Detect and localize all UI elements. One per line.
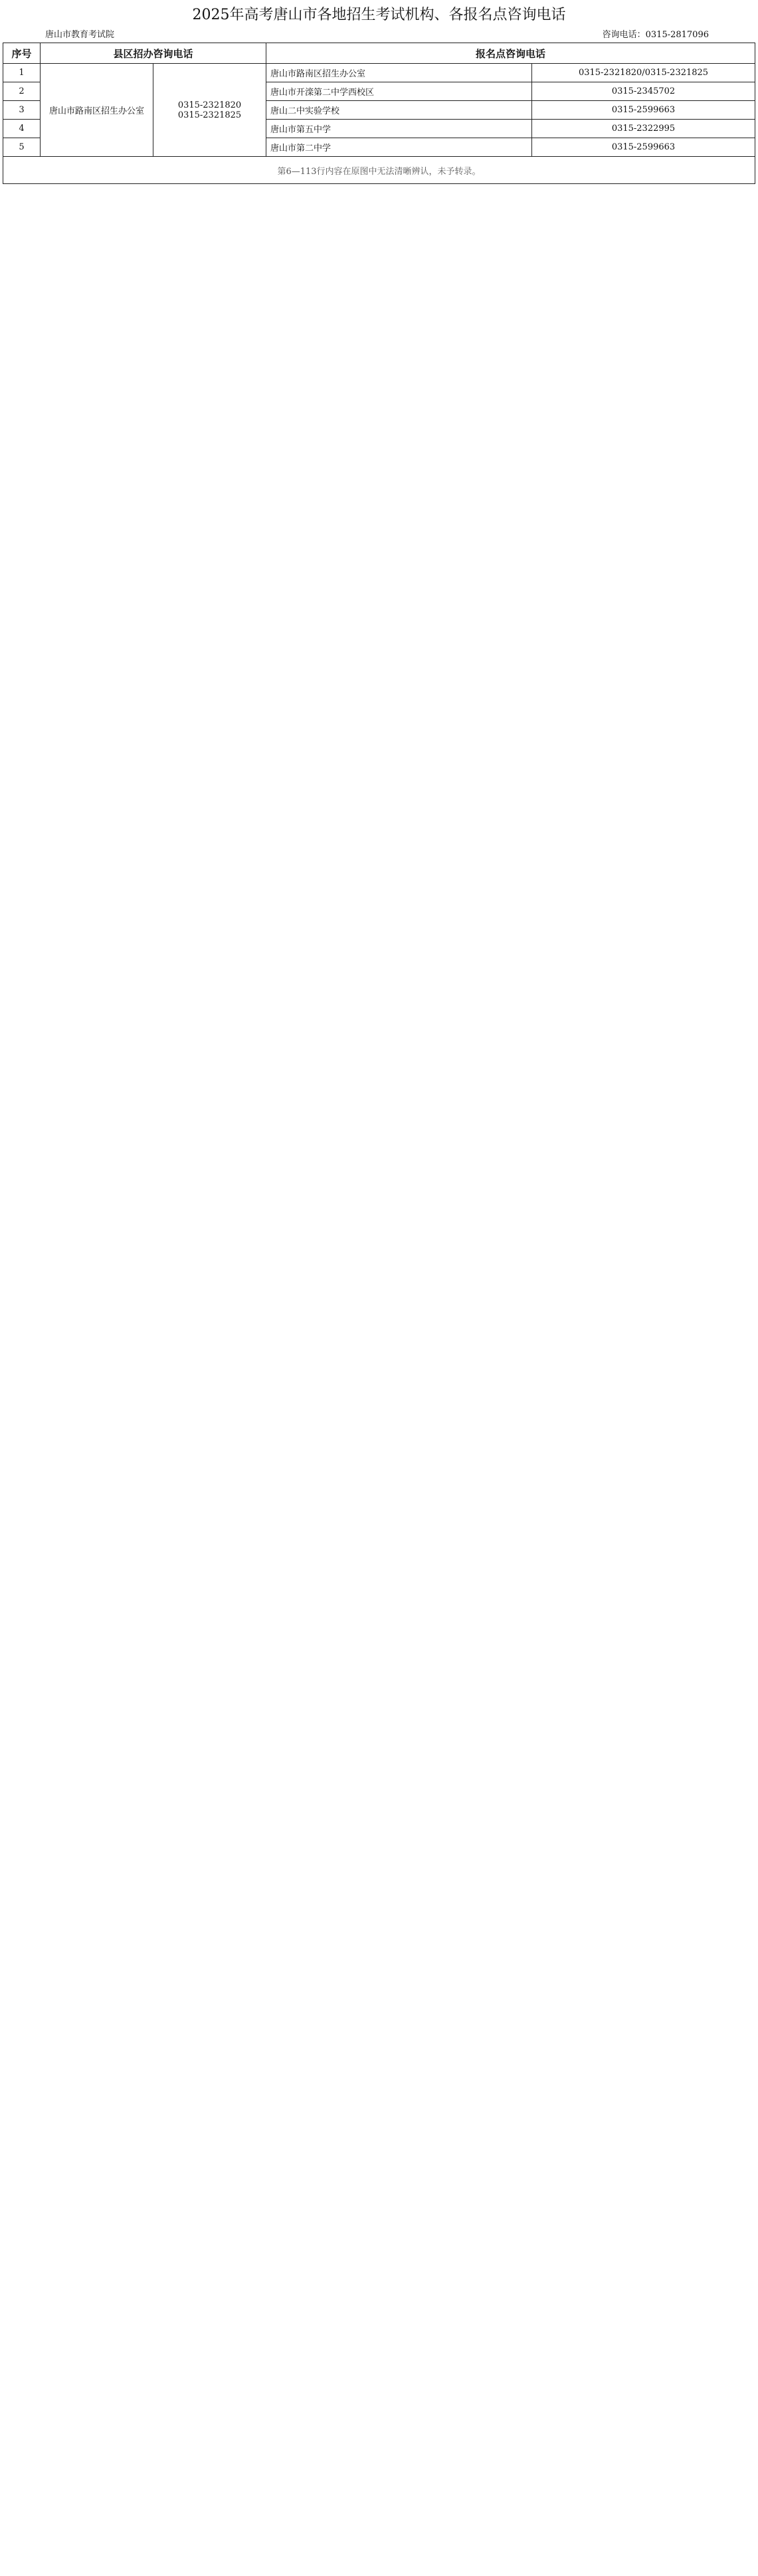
col-header-no: 序号 [3,43,41,64]
site-name: 唐山市第五中学 [266,120,532,138]
office-phone [153,64,266,157]
document-title: 2025年高考唐山市各地招生考试机构、各报名点咨询电话 [192,7,566,23]
truncation-note: 第6—113行内容在原图中无法清晰辨认，未予转录。 [3,157,755,184]
row-no: 1 [3,64,41,82]
col-header-office: 县区招办咨询电话 [41,43,266,64]
row-no: 3 [3,101,41,120]
meta-row [3,28,755,43]
row-no: 5 [3,138,41,157]
office-phone-1: 0315-2321820 [177,100,242,110]
document [0,0,758,184]
site-name: 唐山市第二中学 [266,138,532,157]
row-no: 4 [3,120,41,138]
hotline: 咨询电话：0315-2817096 [602,30,709,40]
row-no: 2 [3,82,41,101]
site-phone: 0315-2345702 [532,82,755,101]
contact-table [3,43,755,184]
site-phone: 0315-2599663 [532,138,755,157]
truncation-row [3,157,755,184]
office-phone-2: 0315-2321825 [177,110,242,120]
site-name: 唐山市开滦第二中学西校区 [266,82,532,101]
col-header-sites: 报名点咨询电话 [266,43,755,64]
site-name: 唐山市路南区招生办公室 [266,64,532,82]
table-row [3,64,755,82]
issuer: 唐山市教育考试院 [45,30,115,40]
site-name: 唐山二中实验学校 [266,101,532,120]
header-row [3,43,755,64]
office-name: 唐山市路南区招生办公室 [41,64,153,157]
site-phone: 0315-2599663 [532,101,755,120]
site-phone: 0315-2321820/0315-2321825 [532,64,755,82]
site-phone: 0315-2322995 [532,120,755,138]
